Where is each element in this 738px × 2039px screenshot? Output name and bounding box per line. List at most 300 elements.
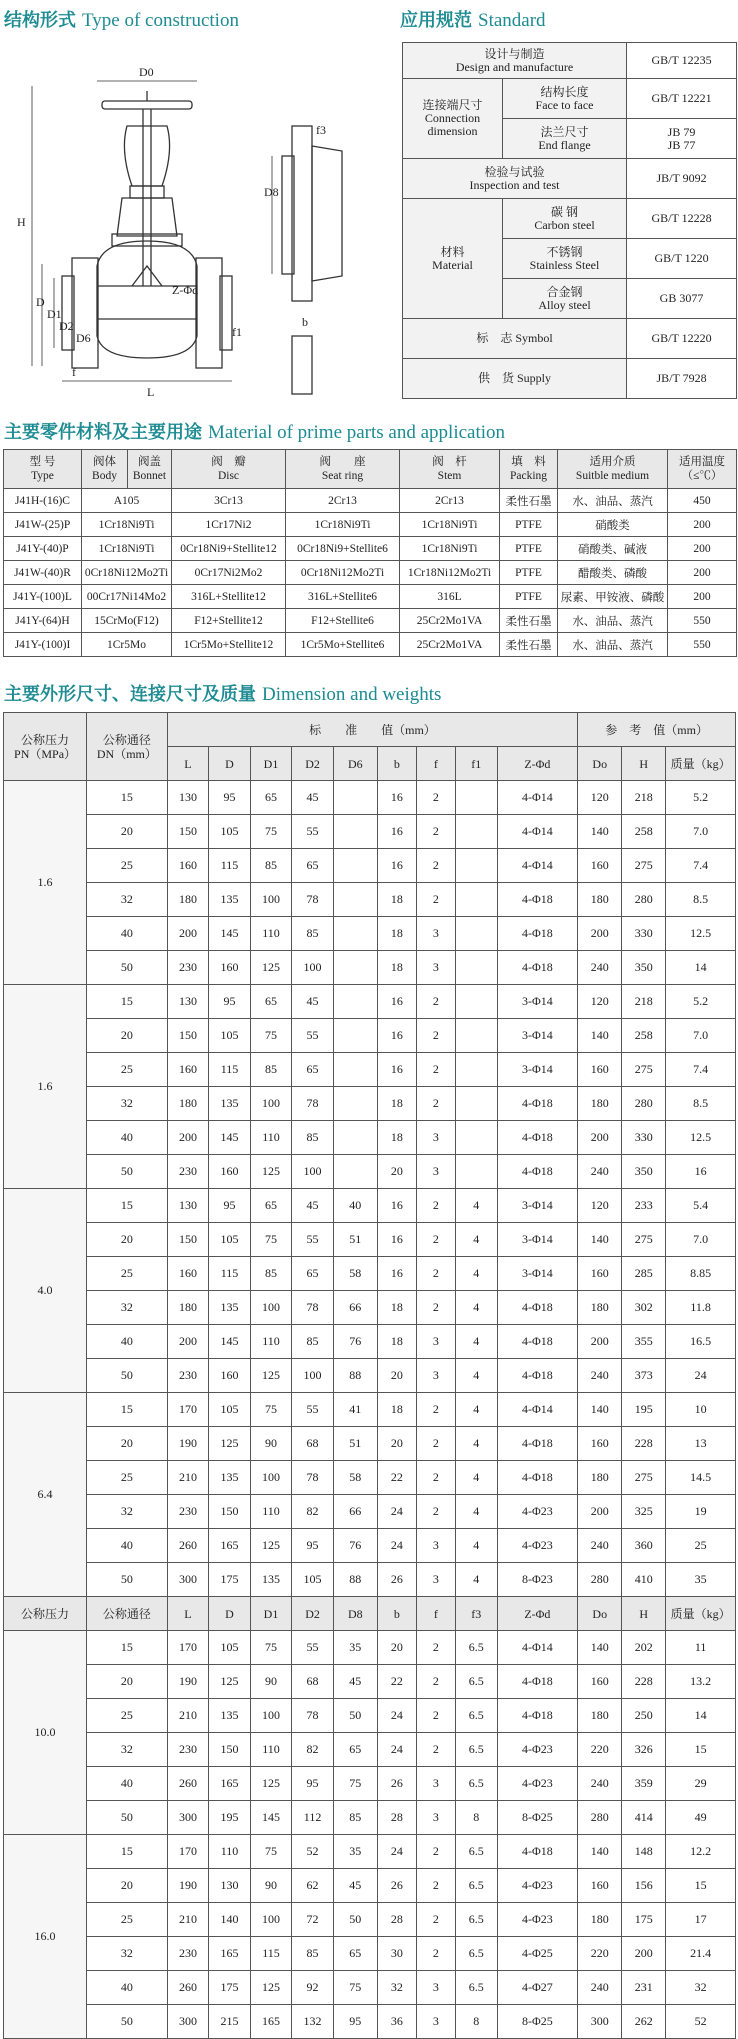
dim-col-header: D1 xyxy=(250,747,292,781)
dim-cell: 66 xyxy=(333,1495,377,1529)
dim-cell: 22 xyxy=(377,1461,416,1495)
dim-cell: 115 xyxy=(250,1937,292,1971)
dim-cell: 2 xyxy=(416,985,455,1019)
dim-header-pn-cn: 公称压力 xyxy=(21,732,70,747)
dim-cell: 4-Φ18 xyxy=(497,917,578,951)
dim-cell: 115 xyxy=(209,1053,251,1087)
std-alloy-label: 合金钢 Alloy steel xyxy=(503,279,627,319)
dim-row xyxy=(4,1563,736,1597)
parts-cell: 柔性石墨 xyxy=(500,633,558,657)
parts-header-type: 型 号 Type xyxy=(4,450,82,489)
dim-cell xyxy=(333,1087,377,1121)
dim-cell: 6.5 xyxy=(455,1631,497,1665)
dim-cell: 62 xyxy=(292,1869,334,1903)
label-D1: D1 xyxy=(47,307,62,321)
dim-cell: 230 xyxy=(167,951,209,985)
dim-cell: 95 xyxy=(292,1529,334,1563)
dim-cell: 156 xyxy=(622,1869,666,1903)
dim-row xyxy=(4,849,736,883)
parts-cell: 柔性石墨 xyxy=(500,489,558,513)
dim-cell: 350 xyxy=(622,951,666,985)
dim-cell: 15 xyxy=(87,1835,168,1869)
dim-cell: 4-Φ25 xyxy=(497,1937,578,1971)
dim-cell xyxy=(333,815,377,849)
dim-cell: 15 xyxy=(87,1393,168,1427)
dim-cell: 52 xyxy=(292,1835,334,1869)
dim-cell: 12.5 xyxy=(666,1121,736,1155)
dim-cell: 65 xyxy=(250,985,292,1019)
dim-cell: 100 xyxy=(250,1903,292,1937)
dim-cell: 25 xyxy=(87,1699,168,1733)
dim-cell xyxy=(333,985,377,1019)
dim-cell: 2 xyxy=(416,1019,455,1053)
dim-cell: 180 xyxy=(578,1087,622,1121)
dim-cell: 175 xyxy=(209,1971,251,2005)
dim-cell: 16 xyxy=(377,1257,416,1291)
dim-cell: 8.85 xyxy=(666,1257,736,1291)
dim-cell: 40 xyxy=(87,1767,168,1801)
dim-col-header: f xyxy=(416,1597,455,1631)
label-D2: D2 xyxy=(59,319,74,333)
parts-cell: PTFE xyxy=(500,537,558,561)
dim-cell: 105 xyxy=(209,1631,251,1665)
dim-cell: 49 xyxy=(666,1801,736,1835)
dim-cell: 140 xyxy=(578,1019,622,1053)
dim-cell: 15 xyxy=(666,1869,736,1903)
dim-cell: 170 xyxy=(167,1631,209,1665)
std-design-value: GB/T 12235 xyxy=(627,43,737,79)
parts-cell: 200 xyxy=(668,561,737,585)
dim-cell: 6.5 xyxy=(455,1835,497,1869)
dim-header-row xyxy=(4,713,736,747)
parts-cell: 450 xyxy=(668,489,737,513)
dim-cell: 125 xyxy=(250,1359,292,1393)
dim-cell: 262 xyxy=(622,2005,666,2039)
dim-cell: 15 xyxy=(87,1631,168,1665)
dim-row xyxy=(4,1495,736,1529)
dim-cell: 15 xyxy=(666,1733,736,1767)
dim-cell: 2 xyxy=(416,1257,455,1291)
dim-cell: 18 xyxy=(377,1121,416,1155)
dim-cell: 240 xyxy=(578,1359,622,1393)
dim-cell: 3 xyxy=(416,1359,455,1393)
dim-header-row xyxy=(4,1597,736,1631)
dim-cell: 160 xyxy=(167,1257,209,1291)
dim-cell: 165 xyxy=(250,2005,292,2039)
dim-cell: 11 xyxy=(666,1631,736,1665)
dim-cell: 13.2 xyxy=(666,1665,736,1699)
dim-cell: 4 xyxy=(455,1427,497,1461)
dim-cell: 95 xyxy=(209,985,251,1019)
valve-construction-drawing xyxy=(2,36,396,414)
dim-cell: 19 xyxy=(666,1495,736,1529)
dim-cell: 230 xyxy=(167,1937,209,1971)
parts-cell: 0Cr18Ni9+Stellite12 xyxy=(172,537,286,561)
dim-cell: 75 xyxy=(250,1223,292,1257)
dim-cell: 190 xyxy=(167,1869,209,1903)
std-alloy-value: GB 3077 xyxy=(627,279,737,319)
dim-cell: 200 xyxy=(578,1325,622,1359)
dim-cell: 148 xyxy=(622,1835,666,1869)
dim-cell: 180 xyxy=(578,883,622,917)
dim-row xyxy=(4,1733,736,1767)
dim-row xyxy=(4,1869,736,1903)
dim-cell: 275 xyxy=(622,1053,666,1087)
dim-cell: 160 xyxy=(209,1155,251,1189)
dim-row xyxy=(4,1359,736,1393)
parts-material-table xyxy=(3,449,737,657)
parts-cell: 醋酸类、磷酸 xyxy=(558,561,668,585)
dim-cell: 55 xyxy=(292,1393,334,1427)
std-carbon-value: GB/T 12228 xyxy=(627,199,737,239)
dim-cell: 85 xyxy=(250,1257,292,1291)
dim-cell: 75 xyxy=(250,815,292,849)
dim-cell: 16 xyxy=(377,1189,416,1223)
dim-cell: 2 xyxy=(416,1461,455,1495)
dim-cell: 4-Φ23 xyxy=(497,1903,578,1937)
dim-cell: 26 xyxy=(377,1563,416,1597)
dim-cell xyxy=(455,781,497,815)
handwheel xyxy=(102,101,192,109)
dim-cell: 4 xyxy=(455,1325,497,1359)
dim-col-header: f3 xyxy=(455,1597,497,1631)
dim-cell: 165 xyxy=(209,1529,251,1563)
dim-cell: 160 xyxy=(167,849,209,883)
dim-cell: 110 xyxy=(250,1121,292,1155)
dim-cell: 3-Φ14 xyxy=(497,1053,578,1087)
dim-cell: 150 xyxy=(167,1223,209,1257)
dim-cell: 160 xyxy=(209,951,251,985)
dim-cell: 85 xyxy=(333,1801,377,1835)
parts-cell: J41Y-(64)H xyxy=(4,609,82,633)
dim-cell: 50 xyxy=(87,1563,168,1597)
dim-cell: 220 xyxy=(578,1937,622,1971)
dim-cell xyxy=(455,1019,497,1053)
dim-cell: 16 xyxy=(377,781,416,815)
dim-cell: 14.5 xyxy=(666,1461,736,1495)
dim-cell: 2 xyxy=(416,1699,455,1733)
dim-cell: 2 xyxy=(416,1189,455,1223)
dim-cell: 110 xyxy=(209,1835,251,1869)
parts-cell: 15CrMo(F12) xyxy=(82,609,172,633)
dim-cell: 65 xyxy=(250,1189,292,1223)
parts-cell: 1Cr18Ni9Ti xyxy=(400,513,500,537)
dim-cell: 40 xyxy=(87,1971,168,2005)
dim-cell: 55 xyxy=(292,1019,334,1053)
dim-cell: 20 xyxy=(87,1019,168,1053)
dim-cell: 16 xyxy=(377,1019,416,1053)
dim-cell: 230 xyxy=(167,1733,209,1767)
label-f1: f1 xyxy=(232,325,242,339)
dim-cell: 51 xyxy=(333,1223,377,1257)
dim-cell: 240 xyxy=(578,951,622,985)
dim-cell: 105 xyxy=(209,1223,251,1257)
dim-cell: 32 xyxy=(87,1937,168,1971)
parts-cell: 水、油品、蒸汽 xyxy=(558,633,668,657)
dim-cell: 359 xyxy=(622,1767,666,1801)
dim-cell: 135 xyxy=(209,1291,251,1325)
dim-cell: 8.5 xyxy=(666,883,736,917)
dim-cell: 4-Φ18 xyxy=(497,883,578,917)
dim-cell: 82 xyxy=(292,1733,334,1767)
std-design-label: 设计与制造 Design and manufacture xyxy=(403,43,627,79)
dim-cell xyxy=(455,917,497,951)
dim-cell: 4-Φ23 xyxy=(497,1529,578,1563)
dim-cell: 100 xyxy=(292,951,334,985)
dim-cell: 6.5 xyxy=(455,1699,497,1733)
dim-cell: 275 xyxy=(622,849,666,883)
dim-cell: 2 xyxy=(416,883,455,917)
dim-cell: 20 xyxy=(377,1631,416,1665)
parts-cell: PTFE xyxy=(500,561,558,585)
dim-cell: 2 xyxy=(416,1393,455,1427)
dim-cell: 105 xyxy=(209,1019,251,1053)
dim-cell: 8 xyxy=(455,2005,497,2039)
dim-cell: 325 xyxy=(622,1495,666,1529)
dim-cell: 180 xyxy=(578,1291,622,1325)
dim-cell: 20 xyxy=(377,1155,416,1189)
dim-cell: 2 xyxy=(416,1733,455,1767)
dim-col-header: L xyxy=(167,747,209,781)
dim-row xyxy=(4,1937,736,1971)
dim-row xyxy=(4,1903,736,1937)
parts-cell: 1Cr5Mo xyxy=(82,633,172,657)
parts-cell: F12+Stellite12 xyxy=(172,609,286,633)
dim-row xyxy=(4,1665,736,1699)
dim-cell: 233 xyxy=(622,1189,666,1223)
parts-cell: 316L xyxy=(400,585,500,609)
dim-cell: 2 xyxy=(416,1495,455,1529)
dim-cell xyxy=(333,951,377,985)
dim-cell xyxy=(455,849,497,883)
dim-cell: 4 xyxy=(455,1189,497,1223)
dim-cell: 24 xyxy=(377,1529,416,1563)
dim-row xyxy=(4,1257,736,1291)
dim-cell: 6.5 xyxy=(455,1767,497,1801)
dim-cell: 25 xyxy=(87,1257,168,1291)
dim-cell: 55 xyxy=(292,1223,334,1257)
parts-cell: J41W-(25)P xyxy=(4,513,82,537)
parts-cell: 1Cr5Mo+Stellite12 xyxy=(172,633,286,657)
dim-cell: 35 xyxy=(333,1835,377,1869)
dim-cell: 85 xyxy=(292,1121,334,1155)
parts-cell: 1Cr18Ni9Ti xyxy=(400,537,500,561)
dim-cell: 3 xyxy=(416,1121,455,1155)
parts-row xyxy=(4,537,737,561)
dim-cell: 4-Φ23 xyxy=(497,1767,578,1801)
dimensions-heading: 主要外形尺寸、连接尺寸及质量 Dimension and weights xyxy=(4,684,442,705)
dim-cell: 75 xyxy=(333,1767,377,1801)
dim-cell: 6.5 xyxy=(455,1733,497,1767)
parts-cell: 550 xyxy=(668,609,737,633)
dim-cell: 18 xyxy=(377,1291,416,1325)
dim-cell: 260 xyxy=(167,1529,209,1563)
dim-cell xyxy=(455,985,497,1019)
dim-cell: 280 xyxy=(578,1563,622,1597)
dim-cell: 10 xyxy=(666,1393,736,1427)
dim-cell: 90 xyxy=(250,1665,292,1699)
dim-cell: 210 xyxy=(167,1903,209,1937)
dim-col-header: D1 xyxy=(250,1597,292,1631)
dim-cell: 95 xyxy=(209,1189,251,1223)
dim-cell: 4 xyxy=(455,1359,497,1393)
dim-cell: 4-Φ18 xyxy=(497,1155,578,1189)
dim-cell: 132 xyxy=(292,2005,334,2039)
dim-cell: 240 xyxy=(578,1529,622,1563)
parts-cell: A105 xyxy=(82,489,172,513)
dim-cell: 25 xyxy=(87,849,168,883)
dim-cell: 125 xyxy=(250,1767,292,1801)
dim-cell: 100 xyxy=(250,883,292,917)
dim-cell: 4-Φ14 xyxy=(497,849,578,883)
dim-cell: 180 xyxy=(578,1903,622,1937)
dim-cell: 6.5 xyxy=(455,1869,497,1903)
dim-cell: 175 xyxy=(622,1903,666,1937)
parts-cell: 2Cr13 xyxy=(286,489,400,513)
std-inspection-value: JB/T 9092 xyxy=(627,159,737,199)
dim-cell xyxy=(333,1155,377,1189)
dim-row xyxy=(4,1291,736,1325)
dimension-table xyxy=(3,712,736,2039)
label-b: b xyxy=(302,315,308,329)
dim-cell: 4 xyxy=(455,1291,497,1325)
dim-cell: 2 xyxy=(416,815,455,849)
dim-cell: 4-Φ18 xyxy=(497,1427,578,1461)
dim-cell: 100 xyxy=(292,1155,334,1189)
dim-cell: 100 xyxy=(250,1461,292,1495)
dim-cell: 85 xyxy=(250,1053,292,1087)
dim-cell: 180 xyxy=(578,1699,622,1733)
standard-table xyxy=(402,42,737,399)
dim-cell: 275 xyxy=(622,1223,666,1257)
dim-cell: 8-Φ25 xyxy=(497,2005,578,2039)
dim-cell: 95 xyxy=(292,1767,334,1801)
dim-cell xyxy=(333,883,377,917)
dim-cell: 25 xyxy=(87,1903,168,1937)
dim-cell: 150 xyxy=(167,1019,209,1053)
dim-cell: 5.4 xyxy=(666,1189,736,1223)
dim-cell: 230 xyxy=(167,1359,209,1393)
parts-cell: 200 xyxy=(668,585,737,609)
dim-cell: 228 xyxy=(622,1427,666,1461)
dim-cell: 4-Φ18 xyxy=(497,1699,578,1733)
parts-cell: 0Cr17Ni2Mo2 xyxy=(172,561,286,585)
dim-cell: 175 xyxy=(209,1563,251,1597)
parts-cell: 25Cr2Mo1VA xyxy=(400,633,500,657)
dim-row xyxy=(4,781,736,815)
dim-cell: 15 xyxy=(87,781,168,815)
dim-cell: 7.4 xyxy=(666,1053,736,1087)
dim-cell: 300 xyxy=(167,2005,209,2039)
dim-col-header: b xyxy=(377,1597,416,1631)
dim-cell: 4 xyxy=(455,1223,497,1257)
dim-cell: 58 xyxy=(333,1257,377,1291)
dim-pn-cell: 16.0 xyxy=(4,1835,87,2039)
dim-cell: 12.2 xyxy=(666,1835,736,1869)
label-D8: D8 xyxy=(264,185,279,199)
dim-cell: 78 xyxy=(292,883,334,917)
dim-cell: 200 xyxy=(578,1121,622,1155)
dim-cell: 25 xyxy=(87,1053,168,1087)
dim-col-header: b xyxy=(377,747,416,781)
dim-cell: 40 xyxy=(87,1121,168,1155)
dim-cell: 2 xyxy=(416,1291,455,1325)
dim-cell: 2 xyxy=(416,849,455,883)
dim-cell xyxy=(455,815,497,849)
std-stainless-label: 不锈钢 Stainless Steel xyxy=(503,239,627,279)
dim-cell: 250 xyxy=(622,1699,666,1733)
dim-cell: 8 xyxy=(455,1801,497,1835)
dim-col-header: D xyxy=(209,747,251,781)
dim-cell: 180 xyxy=(167,1087,209,1121)
dim-cell: 140 xyxy=(578,1393,622,1427)
dim-cell: 18 xyxy=(377,951,416,985)
dim-cell: 75 xyxy=(333,1971,377,2005)
parts-header-bonnet: 阀盖 Bonnet xyxy=(128,450,172,489)
dim-cell: 2 xyxy=(416,1937,455,1971)
dim-row xyxy=(4,1087,736,1121)
std-supply-label: 供 货 Supply xyxy=(403,359,627,399)
dim-col-header: 公称压力 xyxy=(4,1597,87,1631)
dim-cell: 160 xyxy=(578,1665,622,1699)
dim-row xyxy=(4,1189,736,1223)
dim-cell: 7.0 xyxy=(666,815,736,849)
parts-cell: 550 xyxy=(668,633,737,657)
dim-cell: 3 xyxy=(416,1563,455,1597)
dim-cell: 355 xyxy=(622,1325,666,1359)
dim-cell: 50 xyxy=(87,1801,168,1835)
dim-cell: 76 xyxy=(333,1325,377,1359)
dim-cell: 18 xyxy=(377,1393,416,1427)
parts-header-seat: 阀 座 Seat ring xyxy=(286,450,400,489)
dim-row xyxy=(4,1971,736,2005)
dim-cell: 66 xyxy=(333,1291,377,1325)
dim-cell: 18 xyxy=(377,917,416,951)
dim-cell: 16 xyxy=(377,1053,416,1087)
dim-cell: 4-Φ18 xyxy=(497,1087,578,1121)
dim-cell: 373 xyxy=(622,1359,666,1393)
dim-cell: 140 xyxy=(209,1903,251,1937)
dim-cell: 41 xyxy=(333,1393,377,1427)
dim-cell: 26 xyxy=(377,1869,416,1903)
parts-cell: 1Cr18Ni9Ti xyxy=(82,537,172,561)
dim-cell: 112 xyxy=(292,1801,334,1835)
dim-cell: 4-Φ23 xyxy=(497,1495,578,1529)
dim-cell: 125 xyxy=(250,1155,292,1189)
dim-cell: 160 xyxy=(578,1427,622,1461)
dim-cell: 240 xyxy=(578,1155,622,1189)
dim-row xyxy=(4,1699,736,1733)
dim-cell: 145 xyxy=(250,1801,292,1835)
dim-cell: 16 xyxy=(377,849,416,883)
dim-cell: 215 xyxy=(209,2005,251,2039)
dim-cell xyxy=(455,951,497,985)
dim-cell: 100 xyxy=(250,1699,292,1733)
std-face-label: 结构长度 Face to face xyxy=(503,79,627,119)
dim-cell: 105 xyxy=(292,1563,334,1597)
dim-cell: 125 xyxy=(209,1427,251,1461)
dim-cell xyxy=(333,917,377,951)
parts-row xyxy=(4,489,737,513)
dim-cell: 200 xyxy=(167,1325,209,1359)
dim-cell: 200 xyxy=(578,1495,622,1529)
parts-cell: 水、油品、蒸汽 xyxy=(558,489,668,513)
dim-cell xyxy=(333,1053,377,1087)
dim-cell: 275 xyxy=(622,1461,666,1495)
parts-row xyxy=(4,633,737,657)
dim-cell: 260 xyxy=(167,1971,209,2005)
dim-cell: 6.5 xyxy=(455,1665,497,1699)
